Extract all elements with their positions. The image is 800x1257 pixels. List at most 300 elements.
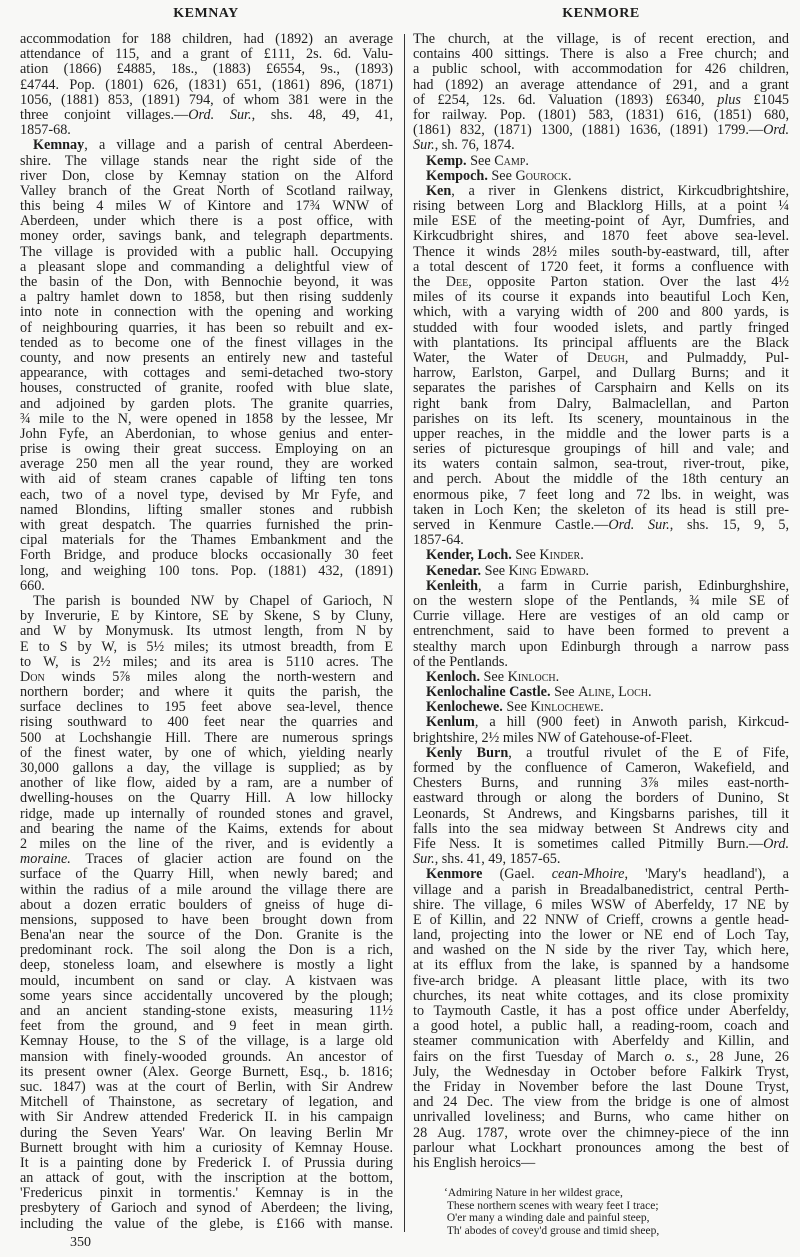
- text-run: served in Kenmure Castle.—: [413, 518, 609, 533]
- text-run: each, two of a novel type, devised by Mr Fyfe, and: [20, 487, 393, 503]
- entry-headword: Kenedar.: [426, 563, 482, 579]
- text-line: [413, 290, 789, 305]
- text-line: [20, 1034, 393, 1049]
- text-run: right bank from Dalry, Balmaclellan, and Parton: [413, 396, 789, 412]
- text-line: [413, 245, 789, 260]
- text-line: [413, 1034, 789, 1049]
- text-run: mansion with finely-wooded grounds. An ancestor of: [20, 1049, 393, 1065]
- text-line: [20, 731, 393, 746]
- text-run: See: [511, 548, 540, 564]
- text-run: mould, incumbent on sand or clay. A kistvaen was: [20, 973, 393, 989]
- text-line: [20, 1141, 393, 1156]
- text-line: [413, 928, 789, 943]
- text-line: [20, 1004, 393, 1019]
- verse-line: Th' abodes of covey'd grouse and timid sheep,: [444, 1224, 660, 1237]
- cross-reference: Aline, Loch.: [578, 685, 652, 701]
- text-run: E to S by W, is 5½ miles; its utmost breadth, from E: [20, 639, 393, 655]
- text-run: 660.: [20, 578, 45, 594]
- text-line: [20, 1110, 393, 1125]
- text-line: [413, 457, 789, 472]
- text-line: [413, 943, 789, 958]
- text-line: [20, 564, 393, 579]
- text-run: (Gael.: [482, 867, 552, 883]
- text-run: See: [487, 168, 516, 184]
- text-line: [413, 169, 789, 184]
- text-line: [413, 685, 789, 700]
- text-run: Kirkcudbright shires, and 1870 feet above sea-level.: [413, 229, 789, 245]
- text-line: [20, 472, 393, 487]
- text-run: Traces of glacier action are found on the: [70, 852, 393, 868]
- text-run: the: [413, 275, 446, 290]
- text-line: [413, 366, 789, 381]
- text-run: 2 miles on the line of the river, and is evidently a: [20, 836, 393, 852]
- text-run: of neighbouring quarries, it has been so rebuilt and ex-: [20, 320, 393, 336]
- text-run: of the finest water, by one of which, yielding nearly: [20, 745, 393, 761]
- text-run: with plantations. Its principal affluents are the Black: [413, 335, 789, 351]
- text-run: contains 400 sittings. There is also a Free church; and: [413, 47, 789, 63]
- text-run: The parish is bounded NW by Chapel of Garioch, N: [33, 593, 393, 609]
- text-run: a paltry hamlet down to 1858, but then rising suddenly: [20, 290, 393, 306]
- text-line: [20, 245, 393, 260]
- italic-text: o. s.: [664, 1049, 696, 1065]
- text-line: [20, 1171, 393, 1186]
- text-line: [20, 958, 393, 973]
- cross-reference: Deugh: [586, 350, 625, 366]
- text-run: 1056, (1881) 853, (1891) 794, of whom 381 were in the: [20, 92, 393, 108]
- text-run: surface declines to 195 feet above sea-level, thence: [20, 700, 393, 716]
- text-run: Kemnay House, to the S of the village, is a large old: [20, 1034, 393, 1050]
- text-line: [20, 108, 393, 123]
- text-line: [20, 1217, 393, 1232]
- text-line: [20, 791, 393, 806]
- text-line: [20, 1201, 393, 1216]
- text-run: studded with four wooded islets, and partly fringed: [413, 320, 789, 336]
- text-line: [20, 928, 393, 943]
- entry-headword: Kenlum: [426, 715, 475, 731]
- right-column: [413, 32, 789, 1171]
- text-run: series of picturesque groupings of hill and vale; and: [413, 442, 789, 458]
- text-line: [20, 822, 393, 837]
- cross-reference: Don: [20, 669, 45, 685]
- text-run: another of like flow, aided by a ram, are a number of: [20, 776, 393, 792]
- text-line: [413, 837, 789, 852]
- text-run: a public school, with accommodation for 426 children,: [413, 62, 789, 78]
- text-line: [413, 533, 789, 548]
- text-run: separates the parishes of Carsphairn and Kells on its: [413, 381, 789, 397]
- text-run: steamer communication with Aberfeldy and Killin, and: [413, 1034, 789, 1050]
- italic-text: Sur.: [413, 852, 435, 868]
- text-run: by Inverurie, E by Kintore, SE by Skene, S by Cluny,: [20, 609, 393, 625]
- text-run: on the western slope of the Pentlands, ¾ mile SE of: [413, 593, 789, 609]
- text-run: for railway. Pop. (1801) 583, (1831) 616, (1851) 680,: [413, 107, 789, 123]
- text-run: had (1892) an average attendance of 291, and a grant: [413, 77, 789, 93]
- text-run: July, the Wednesday in October before Falkirk Tryst,: [413, 1064, 789, 1080]
- text-line: [413, 184, 789, 199]
- text-run: rising southward to 400 feet near the quarries and: [20, 715, 393, 731]
- text-line: [413, 989, 789, 1004]
- text-run: upper reaches, in the middle and the lower parts is a: [413, 426, 789, 442]
- text-run: his English heroics—: [413, 1155, 536, 1171]
- text-run: accommodation for 188 children, had (1892) an average: [20, 32, 393, 47]
- text-run: See: [480, 669, 508, 685]
- text-line: [20, 807, 393, 822]
- text-line: [413, 1004, 789, 1019]
- text-line: [20, 594, 393, 609]
- text-run: a total descent of 1720 feet, it forms a confluence with: [413, 259, 789, 275]
- text-line: [20, 518, 393, 533]
- text-run: three conjoint villages.—: [20, 107, 189, 123]
- text-run: feet from the ground, and 9 feet in mean girth.: [20, 1019, 393, 1035]
- text-run: , opposite Parton station. Over the last 4½: [468, 275, 789, 290]
- text-run: mile ESE of the meeting-point of Ayr, Dumfries, and: [413, 214, 789, 230]
- text-line: [20, 412, 393, 427]
- text-run: presbytery of Garioch and synod of Aberdeen; the living,: [20, 1201, 393, 1217]
- text-run: fairs on the first Tuesday of March: [413, 1049, 665, 1065]
- text-line: [413, 351, 789, 366]
- text-run: , and Pulmaddy, Pul-: [624, 350, 789, 366]
- text-line: [20, 93, 393, 108]
- text-line: [20, 640, 393, 655]
- text-line: [20, 715, 393, 730]
- text-line: [413, 776, 789, 791]
- cross-reference: Kinloch.: [507, 669, 560, 685]
- text-line: [413, 670, 789, 685]
- text-line: [413, 822, 789, 837]
- text-run: miles of its course it expands into beautiful Loch Ken,: [413, 290, 789, 306]
- text-run: including the value of the glebe, is £166 with manse.: [20, 1216, 393, 1232]
- text-line: [20, 1156, 393, 1171]
- text-line: [413, 108, 789, 123]
- text-run: of the Pentlands.: [413, 654, 508, 670]
- text-line: [413, 898, 789, 913]
- verse-line: ‘Admiring Nature in her wildest grace,: [444, 1187, 623, 1199]
- text-run: and 24 Dec. The view from the bridge is one of almost: [413, 1095, 789, 1111]
- text-line: [20, 548, 393, 563]
- quoted-verse: [444, 1187, 659, 1237]
- text-run: winds 5⅞ miles along the north-western and: [44, 669, 393, 685]
- text-run: money order, savings bank, and telegraph departments.: [20, 229, 393, 245]
- text-line: [413, 700, 789, 715]
- text-run: , a farm in Currie parish, Edinburghshire,: [478, 578, 789, 594]
- text-run: and perch. About the middle of the 18th century an: [413, 472, 789, 488]
- text-run: and adjoined by garden plots. The granite quarries,: [20, 396, 393, 412]
- text-run: See: [550, 685, 579, 701]
- text-line: [413, 93, 789, 108]
- text-line: [413, 336, 789, 351]
- italic-text: plus: [717, 92, 741, 108]
- text-run: See: [466, 153, 495, 169]
- text-run: predominant rock. The soil along the Don is a rich,: [20, 943, 393, 959]
- text-line: [20, 503, 393, 518]
- text-run: Burnett brought with him a curiosity of Kemnay House.: [20, 1140, 393, 1156]
- text-line: [413, 1141, 789, 1156]
- text-line: [20, 746, 393, 761]
- page-number: 350: [70, 1235, 91, 1250]
- text-line: [20, 62, 393, 77]
- text-line: [413, 397, 789, 412]
- cross-reference: Dee: [445, 275, 469, 290]
- verse-line: These northern scenes with weary feet I trace;: [444, 1199, 659, 1212]
- text-line: [20, 78, 393, 93]
- text-run: It is a painting done by Frederick I. of Prussia during: [20, 1155, 393, 1171]
- text-line: [20, 1019, 393, 1034]
- italic-text: Ord. Sur.: [188, 107, 252, 123]
- text-run: Bena'an near the source of the Don. Granite is the: [20, 928, 393, 944]
- text-run: The church, at the village, is of recent erection, and: [413, 32, 789, 47]
- text-run: long, and weighing 100 tons. Pop. (1881) 432, (1891): [20, 563, 393, 579]
- text-run: deep, stoneless loam, and elsewhere is mostly a light: [20, 958, 393, 974]
- text-run: some years since accidentally uncovered by the plough;: [20, 988, 393, 1004]
- text-line: [20, 1065, 393, 1080]
- text-line: [20, 989, 393, 1004]
- text-run: tended as to become one of the finest villages in the: [20, 335, 393, 351]
- text-run: the basin of the Don, with Bennochie beyond, it was: [20, 275, 393, 290]
- text-line: [413, 609, 789, 624]
- text-run: at its efflux from the lake, is spanned by a handsome: [413, 958, 789, 974]
- italic-text: Sur.: [413, 138, 435, 154]
- column-divider: [404, 34, 405, 1232]
- italic-text: moraine.: [20, 852, 71, 868]
- text-line: [413, 746, 789, 761]
- text-run: northern border; and where it quits the parish, the: [20, 685, 393, 701]
- text-run: Chesters Burns, and running 3⅞ miles east-north-: [413, 776, 789, 792]
- text-run: to W, is 2½ miles; and its area is 5110 acres. The: [20, 654, 393, 670]
- text-line: [20, 1186, 393, 1201]
- text-line: [413, 1019, 789, 1034]
- text-line: [20, 761, 393, 776]
- text-run: into note in connection with the opening and working: [20, 305, 393, 321]
- text-run: a pleasant slope and commanding a delightful view of: [20, 259, 393, 275]
- text-line: [413, 1080, 789, 1095]
- text-run: village and a parish in Breadalbanedistrict, central Perth-: [413, 882, 789, 898]
- text-run: 500 at Lochshangie Hill. There are numerous springs: [20, 730, 393, 746]
- text-run: , a village and a parish of central Aberdeen-: [84, 138, 393, 154]
- text-run: Fife Ness. It is sometimes called Pitmilly Burn.—: [413, 836, 764, 852]
- text-line: [20, 351, 393, 366]
- cross-reference: Camp.: [494, 153, 529, 169]
- text-run: suc. 1847) was at the court of Berlin, with Sir Andrew: [20, 1079, 393, 1095]
- text-line: [413, 867, 789, 882]
- text-line: [413, 154, 789, 169]
- text-run: Thence it winds 28½ miles south-by-eastward, till, after: [413, 244, 789, 260]
- text-run: eastward through or along the borders of Dunino, St: [413, 791, 789, 807]
- text-line: [20, 260, 393, 275]
- text-line: [20, 366, 393, 381]
- text-run: enormous pike, 7 feet long and 72 lbs. in weight, was: [413, 487, 789, 503]
- text-line: [413, 1065, 789, 1080]
- text-line: [413, 655, 789, 670]
- entry-headword: Kender, Loch.: [426, 548, 512, 564]
- text-line: [413, 229, 789, 244]
- text-line: [413, 731, 789, 746]
- text-run: , shs. 48, 49, 41,: [251, 107, 393, 123]
- text-line: [20, 321, 393, 336]
- text-line: [413, 564, 789, 579]
- text-line: [20, 275, 393, 290]
- text-run: churches, its neat white cottages, and its close promixity: [413, 988, 789, 1004]
- text-line: [413, 913, 789, 928]
- text-run: appearance, with cottages and semi-detached two-story: [20, 366, 393, 382]
- text-line: [413, 1110, 789, 1125]
- text-run: an attack of gout, with the inscription at the bottom,: [20, 1171, 393, 1187]
- text-line: [20, 655, 393, 670]
- text-run: land, projecting into the lower or NE end of Loch Tay,: [413, 928, 789, 944]
- text-line: [20, 898, 393, 913]
- text-run: with great despatch. The quarries furnished the prin-: [20, 518, 393, 533]
- text-line: [20, 229, 393, 244]
- text-run: Aberdeen, under which there is a post office, with: [20, 214, 393, 230]
- text-line: [413, 321, 789, 336]
- text-line: [413, 472, 789, 487]
- text-line: [413, 275, 789, 290]
- text-run: £4744. Pop. (1801) 626, (1831) 651, (1861) 896, (1871): [20, 77, 393, 93]
- text-run: Mitchell of Thainstone, as secretary of legation, and: [20, 1095, 393, 1111]
- text-run: unrivalled loveliness; and Burns, who came hither on: [413, 1110, 789, 1126]
- text-line: [413, 47, 789, 62]
- cross-reference: King Edward.: [508, 563, 590, 579]
- text-run: 'Fredericus pinxit in tormentis.' Kemnay is in the: [20, 1186, 393, 1202]
- text-run: parlour what Lockhart pronounces among the best of: [413, 1140, 789, 1156]
- text-run: which, with a varying width of 200 and 800 yards, is: [413, 305, 789, 321]
- italic-text: Ord.: [763, 123, 789, 139]
- text-run: and an ancient standing-stone exists, measuring 11½: [20, 1004, 393, 1019]
- running-header-left: KEMNAY: [173, 6, 239, 21]
- text-run: Water, the Water of: [413, 350, 587, 366]
- text-line: [20, 852, 393, 867]
- text-run: this being 4 miles W of Kintore and 17¾ WNW of: [20, 199, 393, 215]
- text-run: ¾ mile to the N, were opened in 1858 by the lessee, Mr: [20, 411, 393, 427]
- cross-reference: Kinder.: [539, 548, 584, 564]
- text-line: [20, 883, 393, 898]
- entry-headword: Kenly Burn: [426, 745, 509, 761]
- text-run: Forth Bridge, and produce blocks occasionally 30 feet: [20, 548, 393, 564]
- entry-headword: Kemnay: [33, 138, 85, 154]
- text-line: [20, 457, 393, 472]
- text-run: , shs. 15, 9, 5,: [669, 518, 789, 533]
- text-run: John Fyfe, an Aberdonian, to whose genius and enter-: [20, 426, 393, 442]
- text-line: [20, 685, 393, 700]
- text-run: 1857-64.: [413, 533, 464, 549]
- text-run: , shs. 41, 49, 1857-65.: [434, 852, 561, 868]
- entry-headword: Kenlochaline Castle.: [426, 685, 551, 701]
- text-run: a good hotel, a public hall, a reading-room, coach and: [413, 1019, 789, 1035]
- text-line: [413, 852, 789, 867]
- text-line: [20, 290, 393, 305]
- text-line: [20, 837, 393, 852]
- text-run: , a river in Glenkens district, Kirkcudbrightshire,: [451, 183, 789, 199]
- text-run: , 'Mary's headland'), a: [624, 867, 789, 883]
- text-run: prise is owing their great success. Employing on an: [20, 442, 393, 458]
- text-line: [20, 867, 393, 882]
- text-line: [413, 503, 789, 518]
- text-run: rising between Lorg and Blacklorg Hills, at a point ¼: [413, 199, 789, 215]
- entry-headword: Kenlochewe.: [426, 700, 503, 716]
- text-run: See: [481, 563, 509, 579]
- text-run: shire. The village stands near the right side of the: [20, 153, 393, 169]
- text-run: entrenchment, said to have been formed to prevent a: [413, 624, 789, 640]
- text-line: [413, 199, 789, 214]
- text-line: [20, 123, 393, 138]
- entry-headword: Kenloch.: [426, 669, 480, 685]
- text-run: about a dozen erratic boulders of gneiss of huge di-: [20, 897, 393, 913]
- text-line: [20, 199, 393, 214]
- text-line: [413, 518, 789, 533]
- text-line: [413, 624, 789, 639]
- text-line: [20, 624, 393, 639]
- text-line: [413, 123, 789, 138]
- italic-text: Ord. Sur.: [608, 518, 670, 533]
- text-line: [413, 442, 789, 457]
- text-run: 30,000 gallons a day, the village is supplied; as by: [20, 761, 393, 776]
- text-run: houses, constructed of granite, roofed with blue slate,: [20, 381, 393, 397]
- text-run: , sh. 76, 1874.: [434, 138, 515, 154]
- running-header-right: KENMORE: [562, 6, 640, 21]
- text-line: [413, 412, 789, 427]
- text-run: during the Seven Years' War. On leaving Berlin Mr: [20, 1125, 393, 1141]
- text-run: the Friday in November before the last Doune Tryst,: [413, 1079, 789, 1095]
- text-line: [413, 427, 789, 442]
- text-run: surface of the Quarry Hill, when newly bared; and: [20, 867, 393, 883]
- text-line: [413, 594, 789, 609]
- text-line: [20, 184, 393, 199]
- text-run: with Sir Andrew attended Frederick II. in his campaign: [20, 1110, 393, 1126]
- text-line: [413, 78, 789, 93]
- text-line: [20, 1050, 393, 1065]
- text-line: [413, 305, 789, 320]
- text-run: falls into the sea midway between St Andrews city and: [413, 821, 789, 837]
- text-line: [413, 974, 789, 989]
- text-line: [20, 1080, 393, 1095]
- text-run: , a troutful rivulet of the E of Fife,: [508, 745, 789, 761]
- text-line: [20, 336, 393, 351]
- text-run: Leonards, St Andrews, and Kingsbarns parishes, till it: [413, 806, 789, 822]
- entry-headword: Kenleith: [426, 578, 479, 594]
- text-run: The village is provided with a public hall. Occupying: [20, 244, 393, 260]
- text-line: [20, 913, 393, 928]
- text-line: [20, 943, 393, 958]
- italic-text: cean-Mhoire: [551, 867, 625, 883]
- text-run: average 250 men all the year round, they are worked: [20, 457, 393, 473]
- text-line: [20, 700, 393, 715]
- text-run: taken in Loch Ken; the skeleton of its head is still pre-: [413, 502, 789, 518]
- text-run: and W by Monymusk. Its utmost length, from N by: [20, 624, 393, 640]
- text-line: [413, 32, 789, 47]
- text-line: [20, 579, 393, 594]
- text-run: shire. The village, 6 miles WSW of Aberfeldy, 17 NE by: [413, 897, 789, 913]
- text-line: [413, 138, 789, 153]
- text-run: ation (1866) £4885, 18s., (1883) £6554, 9s., (1893): [20, 62, 393, 78]
- text-run: attendance of 115, and a grant of £111, 2s. 6d. Valu-: [20, 47, 393, 63]
- text-line: [20, 488, 393, 503]
- text-line: [413, 791, 789, 806]
- text-line: [413, 548, 789, 563]
- text-run: , a hill (900 feet) in Anwoth parish, Kirkcud-: [474, 715, 789, 731]
- text-run: and bearing the name of the Kaims, extends for about: [20, 821, 393, 837]
- text-run: cipal materials for the Thames Embankment and the: [20, 533, 393, 549]
- text-run: ridge, made up internally of rounded stones and gravel,: [20, 806, 393, 822]
- text-run: harrow, Earlston, Garpel, and Dullarg Burns; and it: [413, 366, 789, 382]
- text-line: [413, 1050, 789, 1065]
- text-line: [20, 214, 393, 229]
- text-run: county, and now presents an entirely new and tasteful: [20, 350, 393, 366]
- text-line: [20, 442, 393, 457]
- text-run: of £254, 12s. 6d. Valuation (1893) £6340,: [413, 92, 718, 108]
- text-run: named Blondins, lifting smaller stones and rubbish: [20, 502, 393, 518]
- text-run: , 28 June, 26: [695, 1049, 789, 1065]
- text-line: [20, 138, 393, 153]
- text-line: [413, 883, 789, 898]
- text-run: and washed on the N side by the river Tay, which here,: [413, 943, 789, 959]
